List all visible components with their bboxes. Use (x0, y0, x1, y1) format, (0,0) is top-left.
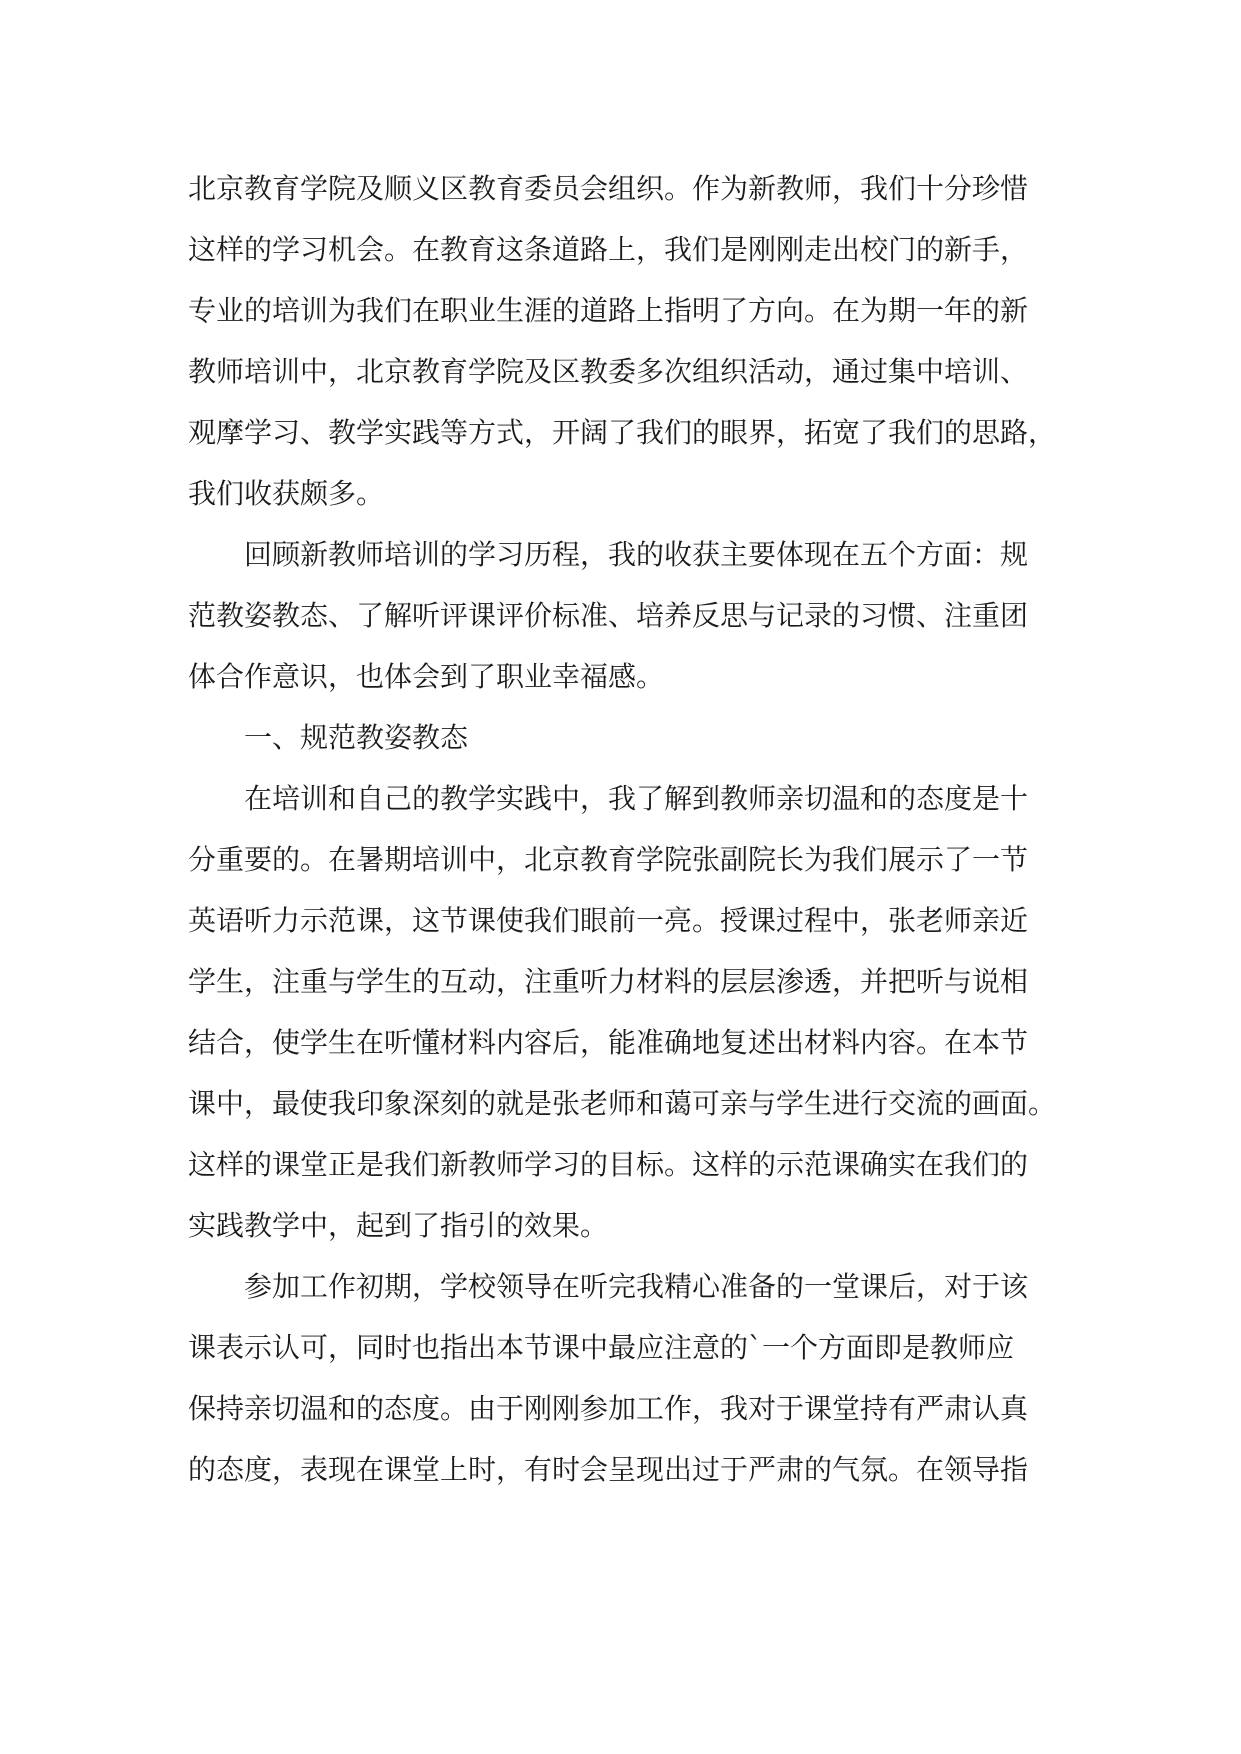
text-line: 这样的学习机会。在教育这条道路上，我们是刚刚走出校门的新手， (188, 233, 1029, 266)
text-line: 参加工作初期，学校领导在听完我精心准备的一堂课后，对于该 (244, 1270, 1029, 1303)
text-line: 在培训和自己的教学实践中，我了解到教师亲切温和的态度是十 (244, 782, 1029, 815)
text-line: 实践教学中，起到了指引的效果。 (188, 1209, 609, 1242)
heading-line: 一、规范教姿教态 (244, 721, 469, 754)
text-line: 课中，最使我印象深刻的就是张老师和蔼可亲与学生进行交流的画面。 (188, 1087, 1057, 1120)
text-line: 回顾新教师培训的学习历程，我的收获主要体现在五个方面：规 (244, 538, 1029, 571)
text-line: 北京教育学院及顺义区教育委员会组织。作为新教师，我们十分珍惜 (188, 172, 1029, 205)
text-line: 课表示认可，同时也指出本节课中最应注意的`一个方面即是教师应 (188, 1331, 1015, 1364)
paragraph-4 (188, 1256, 1060, 1500)
paragraph-3 (188, 768, 1060, 1256)
text-line: 专业的培训为我们在职业生涯的道路上指明了方向。在为期一年的新 (188, 294, 1029, 327)
text-line: 的态度，表现在课堂上时，有时会呈现出过于严肃的气氛。在领导指 (188, 1453, 1029, 1486)
document-body (188, 158, 1060, 1500)
section-heading (188, 707, 1060, 768)
text-line: 分重要的。在暑期培训中，北京教育学院张副院长为我们展示了一节 (188, 843, 1029, 876)
text-line: 我们收获颇多。 (188, 477, 385, 510)
text-line: 结合，使学生在听懂材料内容后，能准确地复述出材料内容。在本节 (188, 1026, 1029, 1059)
text-line: 学生，注重与学生的互动，注重听力材料的层层渗透，并把听与说相 (188, 965, 1029, 998)
text-line: 范教姿教态、了解听评课评价标准、培养反思与记录的习惯、注重团 (188, 599, 1029, 632)
paragraph-2 (188, 524, 1060, 707)
text-line: 英语听力示范课，这节课使我们眼前一亮。授课过程中，张老师亲近 (188, 904, 1029, 937)
text-line: 体合作意识，也体会到了职业幸福感。 (188, 660, 665, 693)
text-line: 教师培训中，北京教育学院及区教委多次组织活动，通过集中培训、 (188, 355, 1029, 388)
text-line: 观摩学习、教学实践等方式，开阔了我们的眼界，拓宽了我们的思路， (188, 416, 1057, 449)
text-line: 这样的课堂正是我们新教师学习的目标。这样的示范课确实在我们的 (188, 1148, 1029, 1181)
paragraph-1 (188, 158, 1060, 524)
text-line: 保持亲切温和的态度。由于刚刚参加工作，我对于课堂持有严肃认真 (188, 1392, 1029, 1425)
